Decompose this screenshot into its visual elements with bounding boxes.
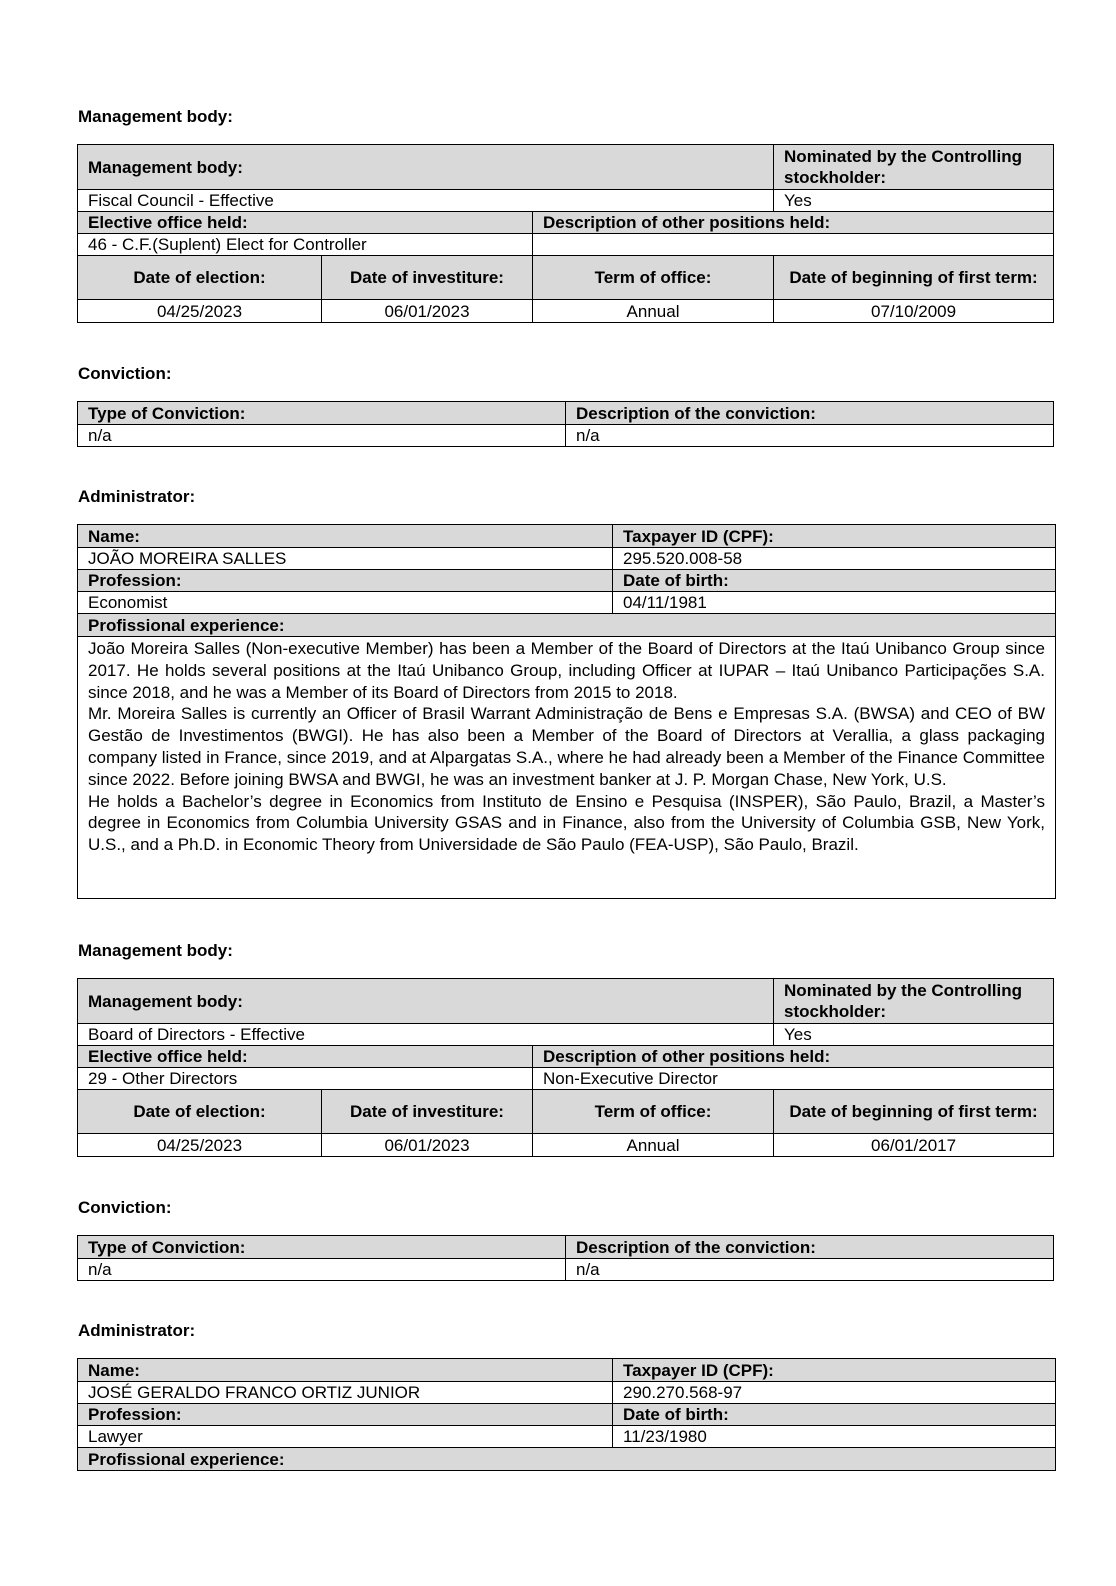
conviction-description-value: n/a — [566, 1259, 1054, 1281]
nominated-label: Nominated by the Controlling stockholder: — [774, 979, 1054, 1024]
name-value: JOÃO MOREIRA SALLES — [78, 548, 613, 570]
experience-paragraph: He holds a Bachelor’s degree in Economics from Instituto de Ensino e Pesquisa (INSPER), São Paulo, Brazil, a Master’s degree in Economics from Columbia University GSAS and in Finance, also from the University of Columbia GSB, New York, U.S., and a Ph.D. in Economic Theory from Universidade de São Paulo (FEA-USP), São Paulo, Brazil. — [88, 791, 1045, 855]
first-term-date-label: Date of beginning of first term: — [774, 256, 1054, 300]
profession-value: Economist — [78, 592, 613, 614]
nominated-label: Nominated by the Controlling stockholder: — [774, 145, 1054, 190]
management-body-title: Management body: — [78, 941, 233, 960]
conviction-table — [77, 1235, 1054, 1281]
birth-date-value: 04/11/1981 — [613, 592, 1056, 614]
birth-date-value: 11/23/1980 — [613, 1426, 1056, 1448]
experience-label: Profissional experience: — [78, 614, 1056, 637]
cpf-label: Taxpayer ID (CPF): — [613, 1359, 1056, 1382]
elective-office-value: 46 - C.F.(Suplent) Elect for Controller — [78, 234, 533, 256]
name-value: JOSÉ GERALDO FRANCO ORTIZ JUNIOR — [78, 1382, 613, 1404]
election-date-label: Date of election: — [78, 1090, 322, 1134]
term-of-office-label: Term of office: — [533, 1090, 774, 1134]
experience-paragraph: Mr. Moreira Salles is currently an Officer of Brasil Warrant Administração de Bens e Empresas S.A. (BWSA) and CEO of BW Gestão de Investimentos (BWGI). He has also been a Member of the Board of Directors at Verallia, a glass packaging company listed in France, since 2019, and at Alpargatas S.A., where he had already been a Member of the Finance Committee since 2022. Before joining BWSA and BWGI, he was an investment banker at J. P. Morgan Chase, New York, U.S. — [88, 704, 1045, 789]
election-date-value: 04/25/2023 — [78, 1134, 322, 1157]
conviction-title: Conviction: — [78, 1198, 172, 1217]
administrator-table — [77, 524, 1056, 899]
management-body-title: Management body: — [78, 107, 233, 126]
management-body-label: Management body: — [78, 979, 774, 1024]
conviction-table — [77, 401, 1054, 447]
election-date-value: 04/25/2023 — [78, 300, 322, 323]
administrator-table — [77, 1358, 1056, 1471]
other-positions-value — [533, 234, 1054, 256]
investiture-date-value: 06/01/2023 — [322, 1134, 533, 1157]
name-label: Name: — [78, 1359, 613, 1382]
term-of-office-value: Annual — [533, 1134, 774, 1157]
investiture-date-label: Date of investiture: — [322, 256, 533, 300]
management-body-label: Management body: — [78, 145, 774, 190]
conviction-title: Conviction: — [78, 364, 172, 383]
cpf-label: Taxpayer ID (CPF): — [613, 525, 1056, 548]
administrator-title: Administrator: — [78, 487, 196, 506]
conviction-type-label: Type of Conviction: — [78, 402, 566, 425]
first-term-date-label: Date of beginning of first term: — [774, 1090, 1054, 1134]
first-term-date-value: 07/10/2009 — [774, 300, 1054, 323]
conviction-type-label: Type of Conviction: — [78, 1236, 566, 1259]
experience-label: Profissional experience: — [78, 1448, 1056, 1471]
other-positions-label: Description of other positions held: — [533, 212, 1054, 234]
experience-paragraph: João Moreira Salles (Non-executive Member) has been a Member of the Board of Directors at the Itaú Unibanco Group since 2017. He holds several positions at the Itaú Unibanco Group, including Officer at IUPAR – Itaú Unibanco Participações S.A. since 2018, and he was a Member of its Board of Directors from 2015 to 2018. — [88, 639, 1045, 702]
management-body-value: Fiscal Council - Effective — [78, 190, 774, 212]
investiture-date-value: 06/01/2023 — [322, 300, 533, 323]
profession-label: Profession: — [78, 1404, 613, 1426]
elective-office-label: Elective office held: — [78, 212, 533, 234]
profession-value: Lawyer — [78, 1426, 613, 1448]
conviction-description-label: Description of the conviction: — [566, 402, 1054, 425]
conviction-description-value: n/a — [566, 425, 1054, 447]
election-date-label: Date of election: — [78, 256, 322, 300]
first-term-date-value: 06/01/2017 — [774, 1134, 1054, 1157]
conviction-description-label: Description of the conviction: — [566, 1236, 1054, 1259]
management-body-table — [77, 978, 1054, 1157]
birth-date-label: Date of birth: — [613, 1404, 1056, 1426]
management-body-table — [77, 144, 1054, 323]
management-body-value: Board of Directors - Effective — [78, 1024, 774, 1046]
other-positions-value: Non-Executive Director — [533, 1068, 1054, 1090]
conviction-type-value: n/a — [78, 1259, 566, 1281]
term-of-office-value: Annual — [533, 300, 774, 323]
administrator-title: Administrator: — [78, 1321, 196, 1340]
cpf-value: 295.520.008-58 — [613, 548, 1056, 570]
birth-date-label: Date of birth: — [613, 570, 1056, 592]
profession-label: Profession: — [78, 570, 613, 592]
nominated-value: Yes — [774, 190, 1054, 212]
term-of-office-label: Term of office: — [533, 256, 774, 300]
name-label: Name: — [78, 525, 613, 548]
cpf-value: 290.270.568-97 — [613, 1382, 1056, 1404]
experience-text — [78, 637, 1056, 899]
conviction-type-value: n/a — [78, 425, 566, 447]
elective-office-label: Elective office held: — [78, 1046, 533, 1068]
elective-office-value: 29 - Other Directors — [78, 1068, 533, 1090]
nominated-value: Yes — [774, 1024, 1054, 1046]
investiture-date-label: Date of investiture: — [322, 1090, 533, 1134]
other-positions-label: Description of other positions held: — [533, 1046, 1054, 1068]
